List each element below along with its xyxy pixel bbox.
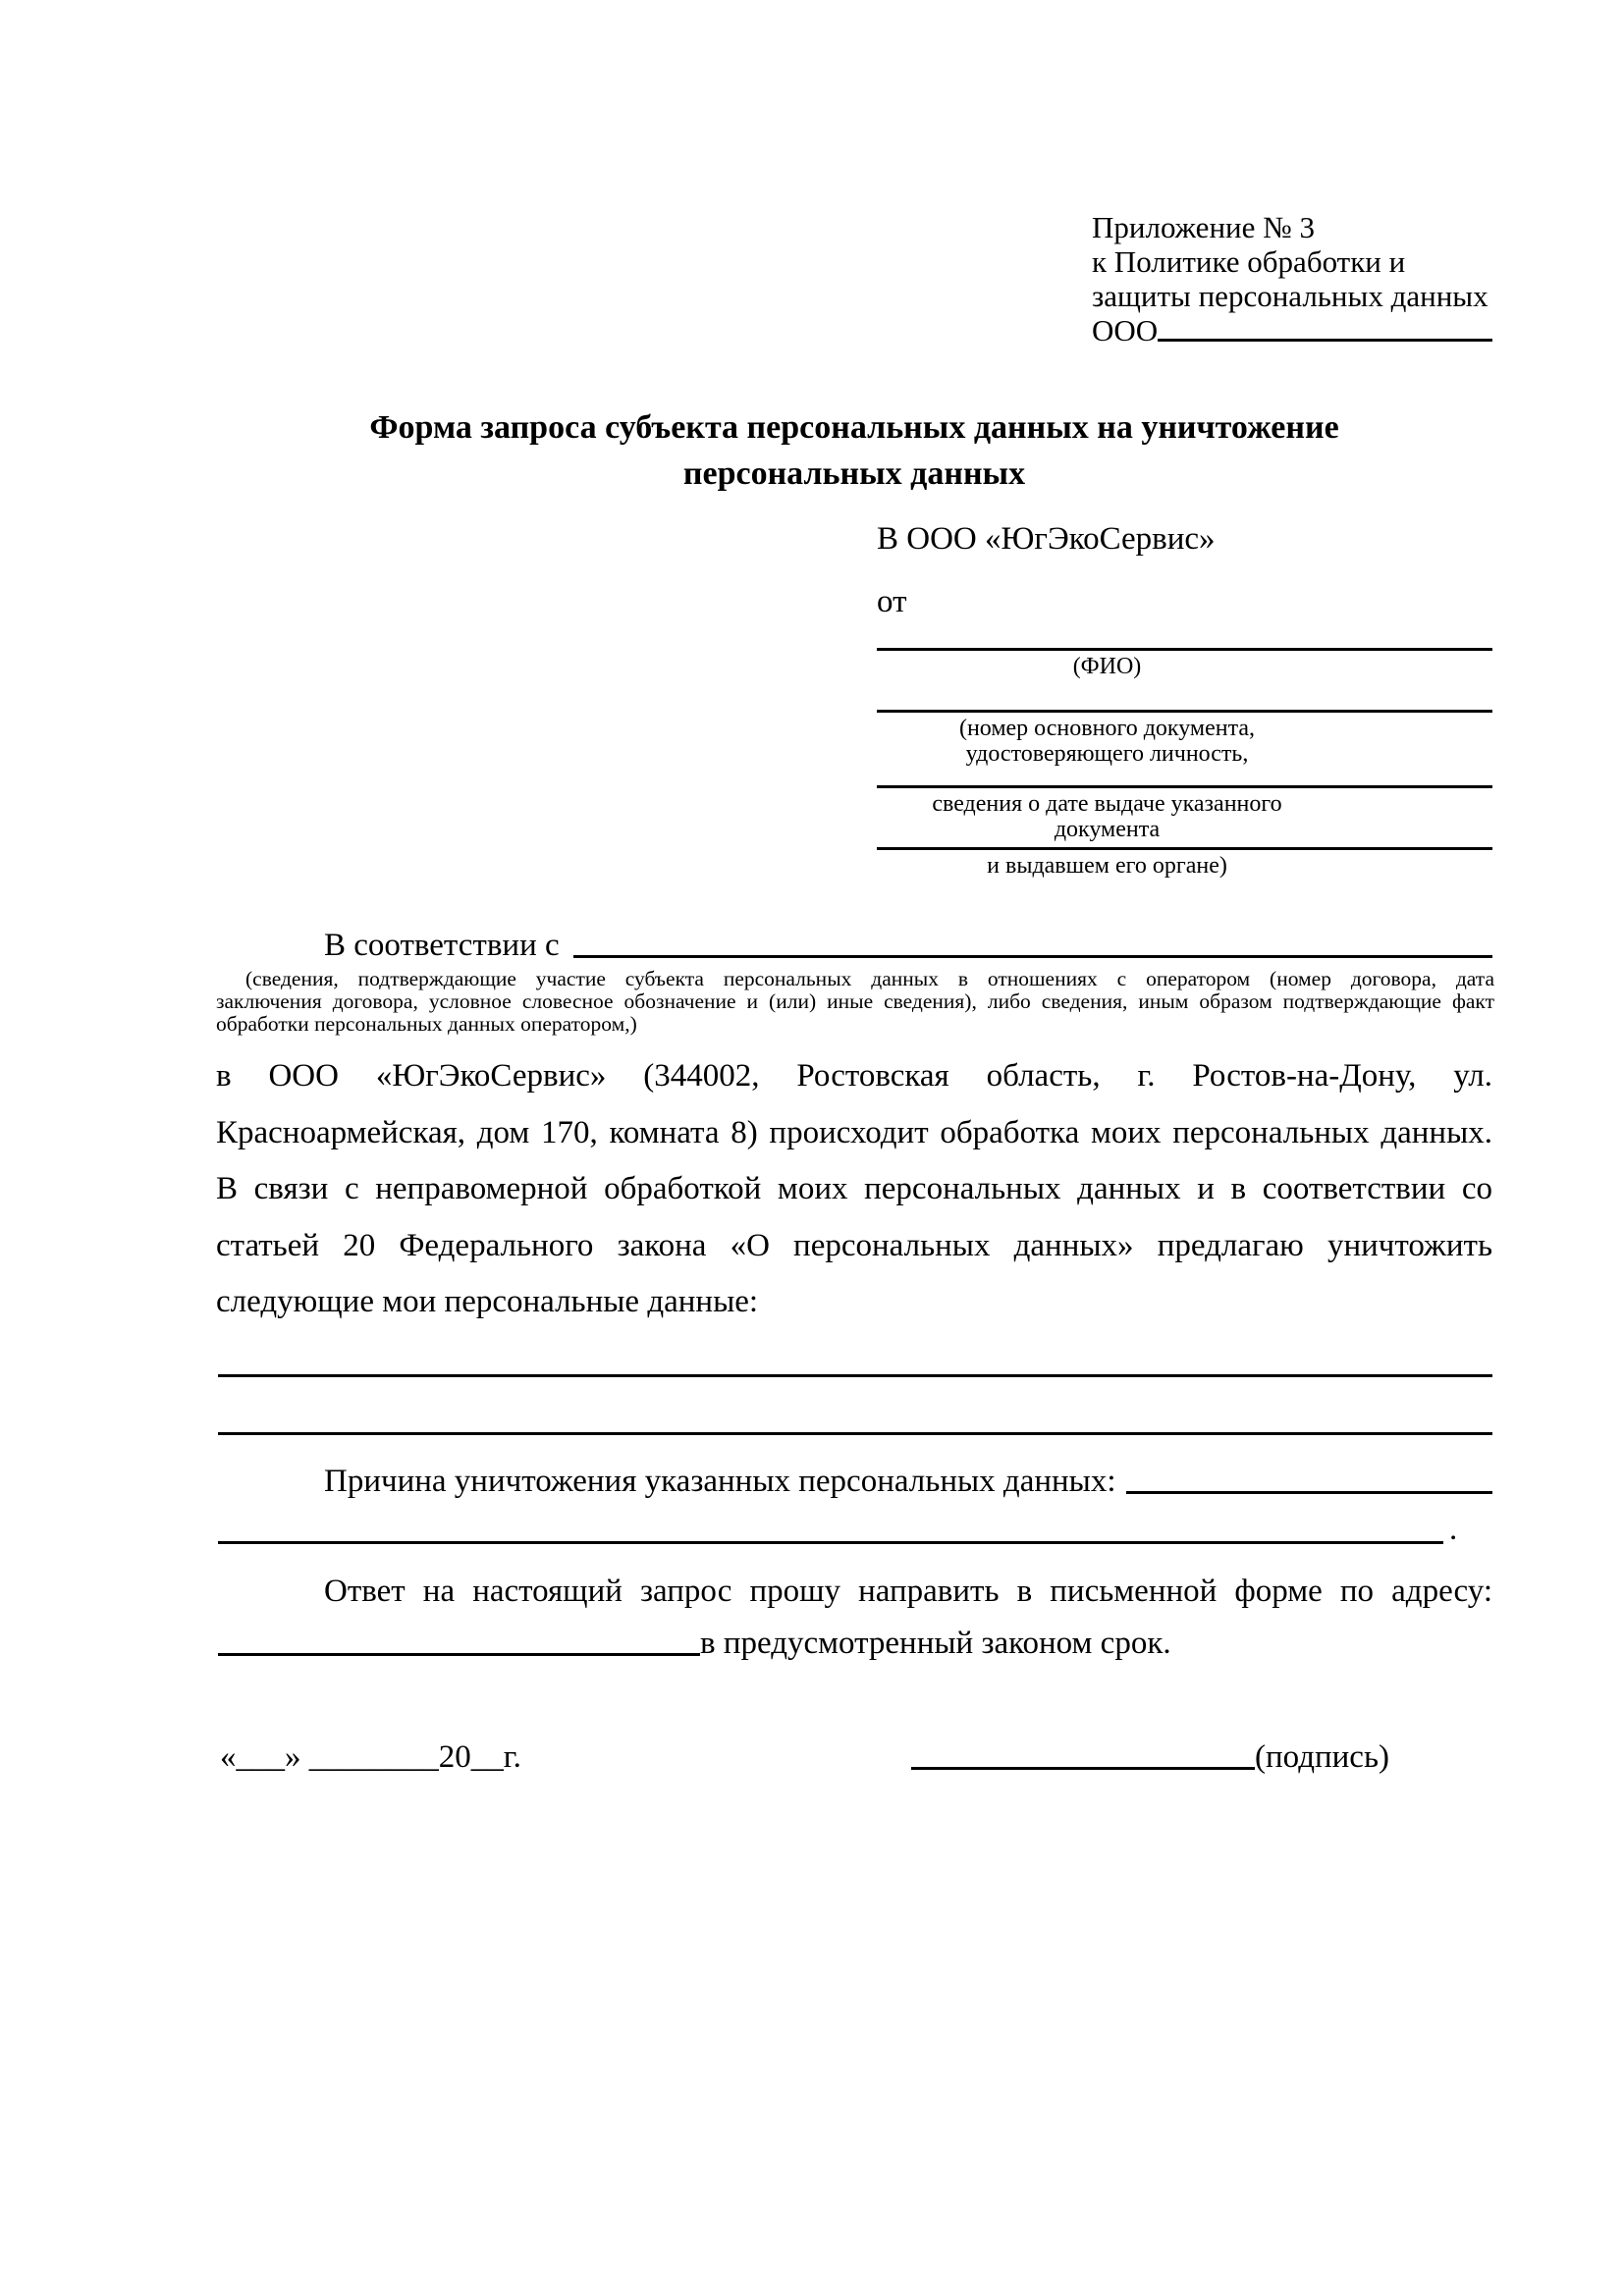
reason-lead: Причина уничтожения указанных персональных данных: xyxy=(324,1464,1116,1499)
ooo-blank-line xyxy=(1158,339,1492,342)
page-title-line: персональных данных xyxy=(682,455,1026,492)
issue-date-blank-line xyxy=(877,785,1492,788)
accordance-lead: В соответствии с xyxy=(324,928,560,963)
appendix-note xyxy=(1092,210,1492,347)
addressee-organization: В ООО «ЮгЭкоСервис» xyxy=(877,521,1216,557)
personal-data-blank-line-1 xyxy=(218,1374,1492,1377)
accordance-row xyxy=(216,923,1492,964)
body-paragraph xyxy=(216,1048,1492,1331)
fio-blank-line xyxy=(877,648,1492,651)
small-print-line: (сведения, подтверждающие участие субъекта персональных данных в отношениях с оператором (номер договора, дата xyxy=(245,967,1494,990)
body-line: следующие мои персональные данные: xyxy=(216,1284,759,1319)
issue-date-caption: сведения о дате выдаче указанного документа xyxy=(932,791,1282,842)
signature-caption: (подпись) xyxy=(1255,1739,1389,1775)
answer-request-line: Ответ на настоящий запрос прошу направить в письменной форме по адресу: xyxy=(324,1574,1492,1609)
appendix-note-line: защиты персональных данных xyxy=(1092,279,1489,313)
fio-caption: (ФИО) xyxy=(1072,654,1142,679)
issuing-authority-blank-line xyxy=(877,847,1492,850)
page-title xyxy=(216,404,1492,497)
appendix-note-line: к Политике обработки и xyxy=(1092,244,1406,279)
address-blank-line xyxy=(218,1653,700,1656)
date-blank: «___» ________20__г. xyxy=(220,1739,521,1775)
document-number-blank-line xyxy=(877,710,1492,713)
addressee-block xyxy=(877,521,1492,914)
document-number-caption: (номер основного документа, удостоверяющего личность, xyxy=(958,716,1256,767)
issuing-authority-caption: и выдавшем его органе) xyxy=(987,853,1227,879)
reason-row xyxy=(216,1459,1492,1500)
ooo-label: ООО xyxy=(1092,313,1159,347)
accordance-blank-line xyxy=(573,955,1492,958)
answer-request-suffix: в предусмотренный законом срок. xyxy=(700,1626,1171,1661)
reason-continuation-blank-line xyxy=(218,1541,1443,1544)
body-line: статьей 20 Федерального закона «О персональных данных» предлагаю уничтожить xyxy=(216,1227,1492,1263)
personal-data-blank-line-2 xyxy=(218,1432,1492,1435)
signature-blank-line xyxy=(911,1767,1255,1770)
reason-blank-line xyxy=(1126,1491,1492,1494)
small-print-line: заключения договора, условное словесное обозначение и (или) иные сведения), либо сведения, иным образом подтверждающие факт xyxy=(216,989,1494,1013)
answer-address-row xyxy=(218,1626,1494,1662)
addressee-from-label: от xyxy=(877,584,907,619)
appendix-note-line: Приложение № 3 xyxy=(1092,210,1315,244)
sentence-period: . xyxy=(1449,1512,1458,1547)
body-line: В связи с неправомерной обработкой моих персональных данных и в соответствии со xyxy=(216,1171,1492,1206)
small-print-line: обработки персональных данных оператором,) xyxy=(216,1012,637,1036)
small-print-note xyxy=(216,968,1494,1036)
ooo-blank-row xyxy=(1092,313,1492,347)
page-title-line: Форма запроса субъекта персональных данных на уничтожение xyxy=(369,409,1339,446)
body-line: Красноармейская, дом 170, комната 8) происходит обработка моих персональных данных. xyxy=(216,1114,1492,1150)
signature-row xyxy=(911,1739,1389,1776)
body-line: в ООО «ЮгЭкоСервис» (344002, Ростовская область, г. Ростов-на-Дону, ул. xyxy=(216,1058,1492,1094)
